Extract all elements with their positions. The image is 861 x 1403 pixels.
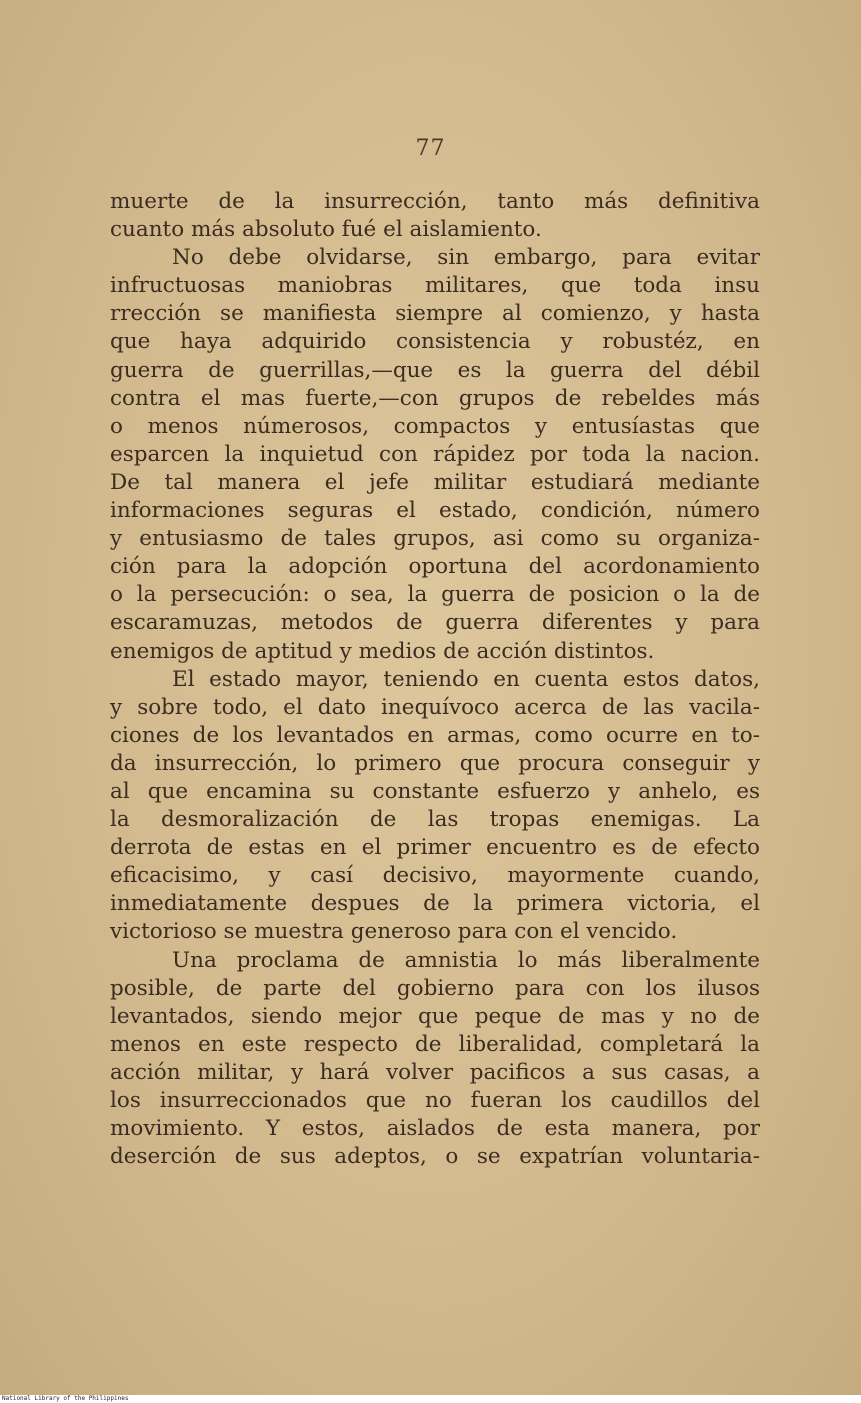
text-line: De tal manera el jefe militar estudiará mediante	[110, 469, 760, 495]
text-line: al que encamina su constante esfuerzo y anhelo, es	[110, 778, 760, 804]
text-line: y entusiasmo de tales grupos, asi como su organiza-	[110, 526, 760, 552]
text-line: contra el mas fuerte,—con grupos de rebeldes más	[110, 385, 760, 411]
text-line: cuanto más absoluto fué el aislamiento.	[110, 217, 542, 243]
library-credit: National Library of the Philippines	[2, 1395, 129, 1402]
text-line: No debe olvidarse, sin embargo, para evitar	[172, 245, 760, 271]
text-line: deserción de sus adeptos, o se expatrían voluntaria-	[110, 1144, 760, 1170]
text-line: muerte de la insurrección, tanto más definitiva	[110, 189, 760, 214]
text-line: eficacisimo, y casí decisivo, mayormente cuando,	[110, 863, 760, 889]
text-line: enemigos de aptitud y medios de acción distintos.	[110, 638, 655, 664]
text-line: ciones de los levantados en armas, como ocurre en to-	[110, 722, 760, 748]
text-line: o la persecución: o sea, la guerra de posicion o la de	[110, 582, 760, 608]
text-line: acción militar, y hará volver pacificos a sus casas, a	[110, 1059, 760, 1085]
text-line: y sobre todo, el dato inequívoco acerca de las vacila-	[110, 694, 760, 720]
text-line: derrota de estas en el primer encuentro es de efecto	[110, 835, 760, 861]
text-line: da insurrección, lo primero que procura conseguir y	[110, 750, 760, 776]
text-line: la desmoralización de las tropas enemigas. La	[110, 807, 760, 833]
text-line: ción para la adopción oportuna del acordonamiento	[110, 554, 760, 580]
text-line: victorioso se muestra generoso para con el vencido.	[110, 919, 678, 945]
text-line: que haya adquirido consistencia y robustéz, en	[110, 329, 760, 355]
text-line: menos en este respecto de liberalidad, completará la	[110, 1031, 760, 1057]
text-line: o menos númerosos, compactos y entusíastas que	[110, 413, 760, 439]
text-line: rrección se manifiesta siempre al comienzo, y hasta	[110, 301, 760, 327]
body-text	[110, 188, 760, 1171]
text-line: infructuosas maniobras militares, que toda insu	[110, 273, 760, 299]
text-line: esparcen la inquietud con rápidez por toda la nacion.	[110, 441, 760, 467]
text-line: movimiento. Y estos, aislados de esta manera, por	[110, 1116, 760, 1142]
text-line: Una proclama de amnistia lo más liberalmente	[172, 947, 760, 973]
text-line: escaramuzas, metodos de guerra diferentes y para	[110, 610, 760, 636]
text-line: El estado mayor, teniendo en cuenta estos datos,	[172, 666, 760, 692]
text-line: los insurreccionados que no fueran los caudillos del	[110, 1088, 760, 1113]
text-line: posible, de parte del gobierno para con los ilusos	[110, 975, 760, 1001]
text-line: levantados, siendo mejor que peque de mas y no de	[110, 1003, 760, 1029]
page-number: 77	[415, 136, 446, 161]
text-line: guerra de guerrillas,—que es la guerra del débil	[110, 357, 760, 383]
text-line: informaciones seguras el estado, condición, número	[110, 498, 760, 524]
footer-strip	[0, 1395, 861, 1403]
text-line: inmediatamente despues de la primera victoria, el	[110, 891, 760, 917]
